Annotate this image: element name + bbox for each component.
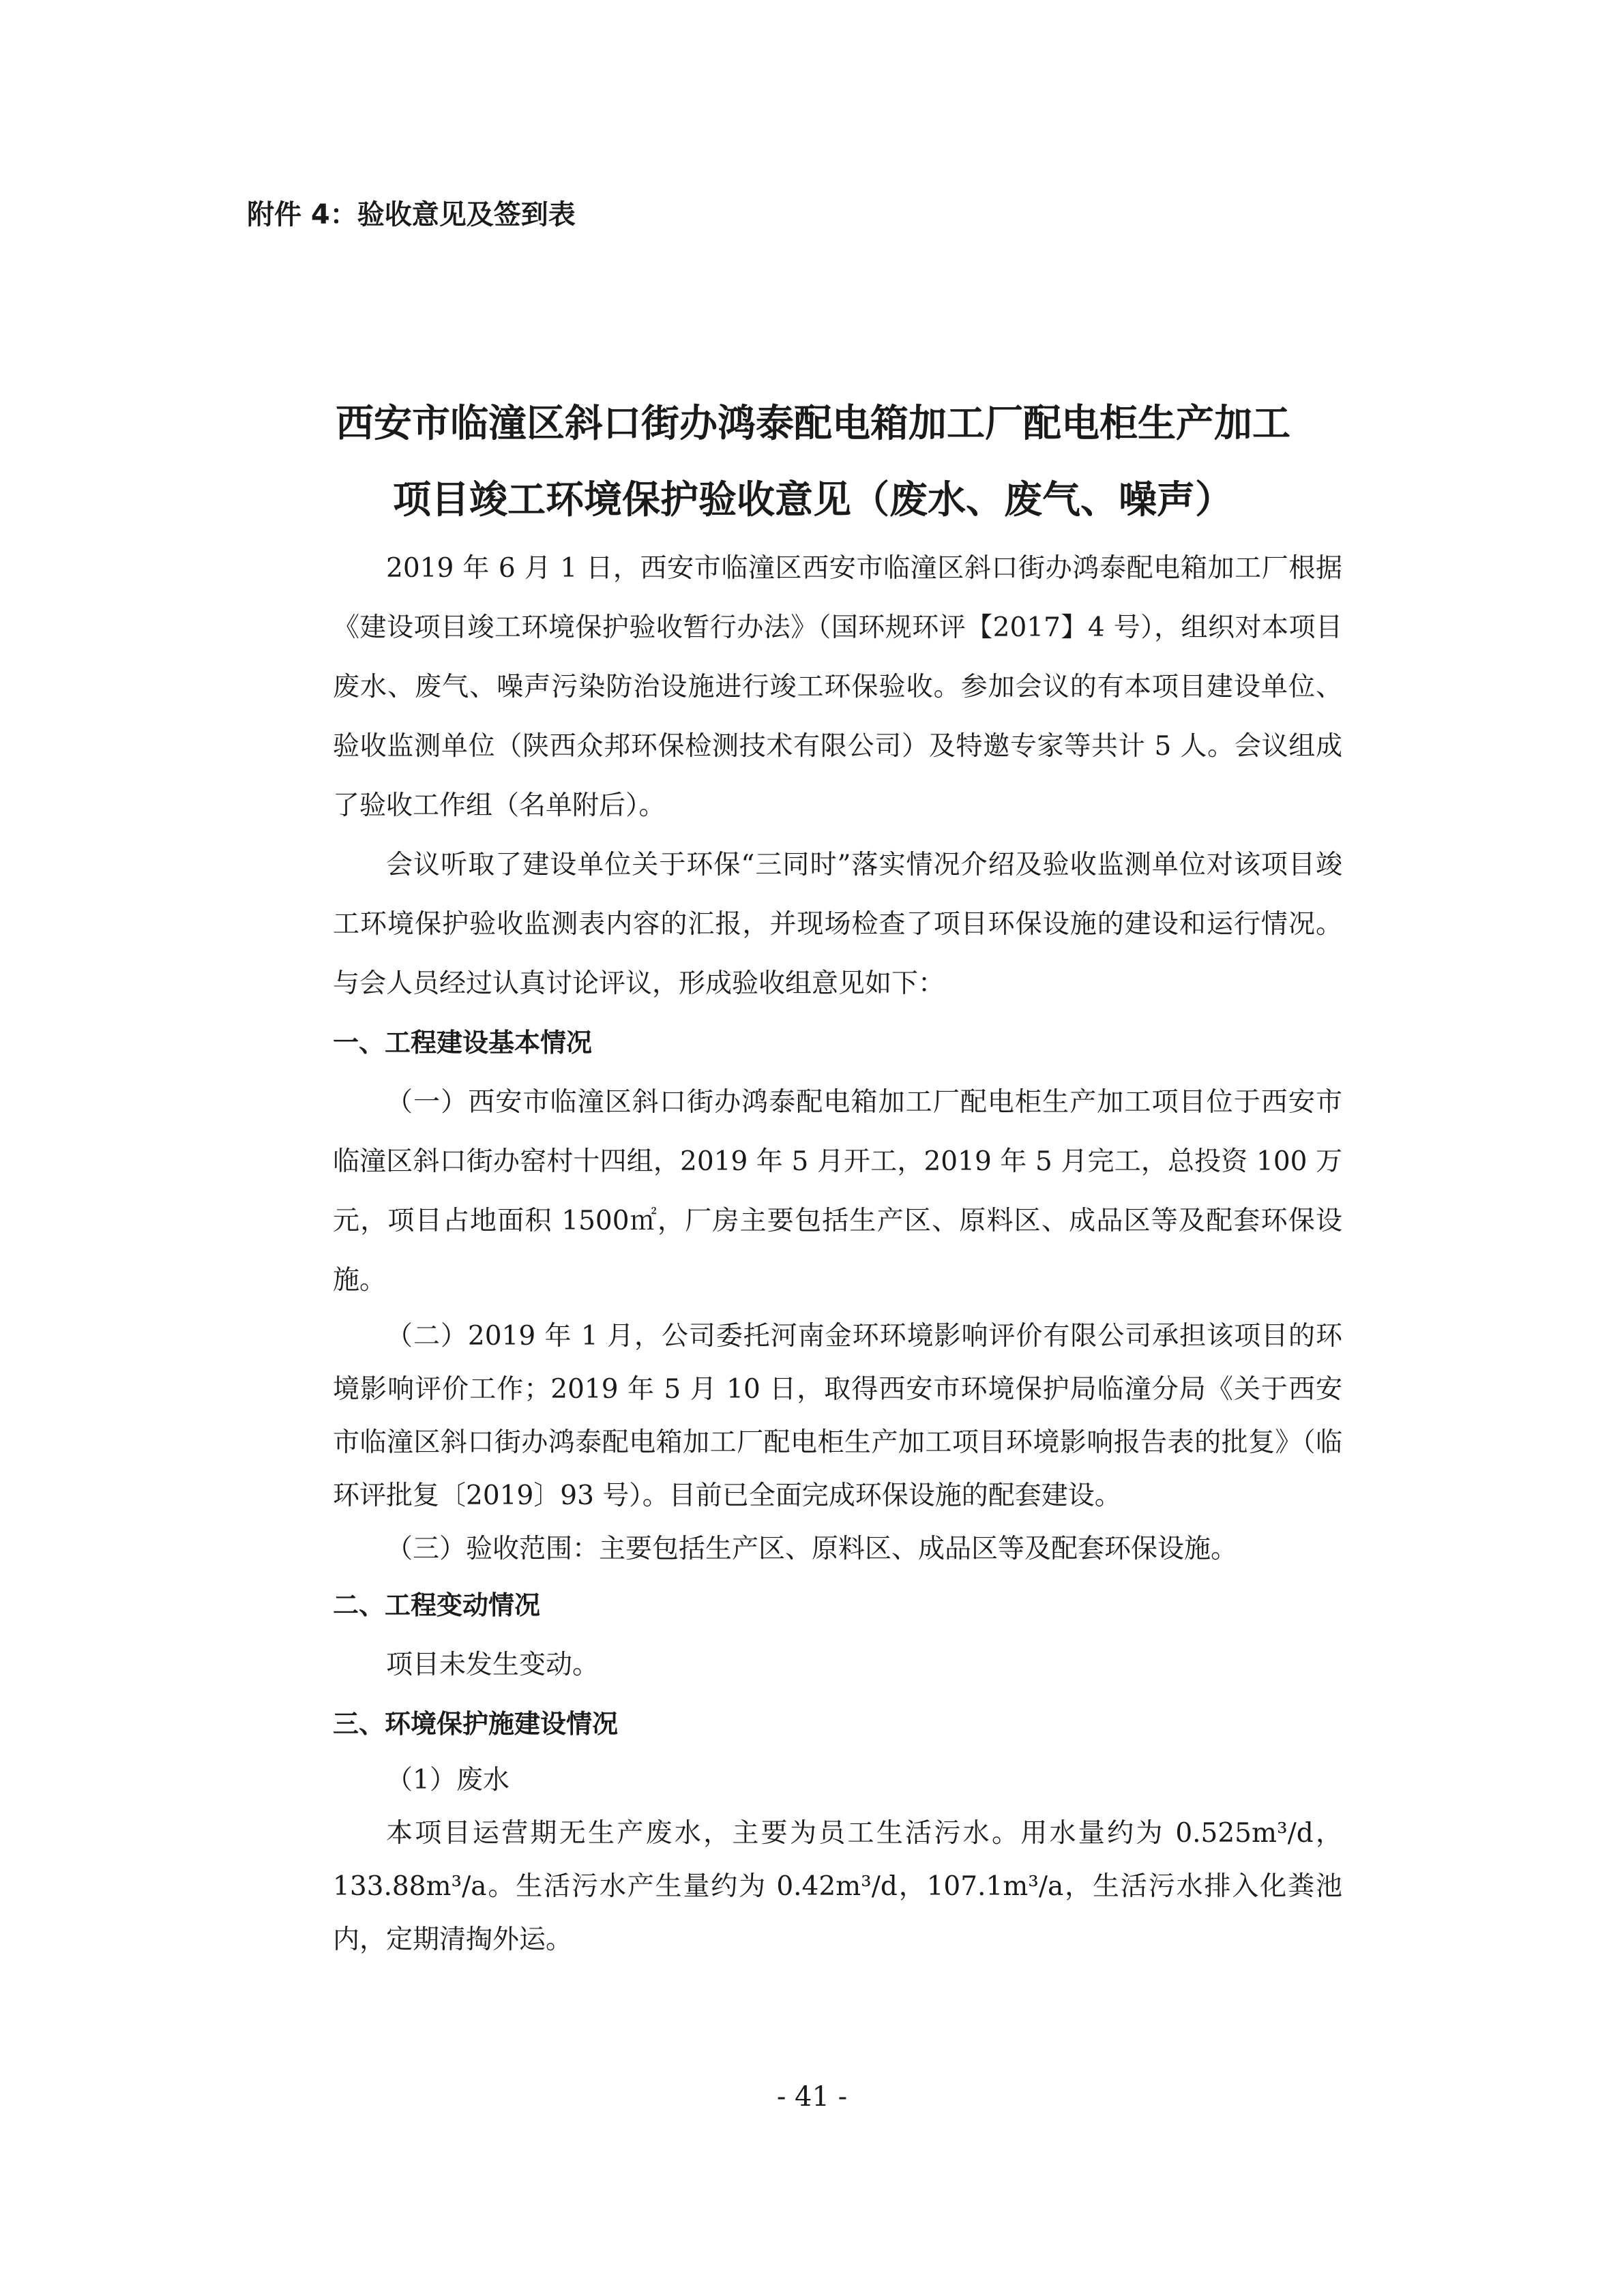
page-number: - 41 - xyxy=(776,2081,848,2113)
section2-heading: 二、工程变动情况 xyxy=(333,1590,541,1620)
section1-item2: （二）2019 年 1 月，公司委托河南金环环境影响评价有限公司承担该项目的环境影响评价工作；2019 年 5 月 10 日，取得西安市环境保护局临潼分局《关于西安市临潼区斜口街办鸿泰配电箱加工厂配电柜生产加工项目环境影响报告表的批复》（临环评批复〔2019〕93 号）。目前已全面完成环保设施的配套建设。 xyxy=(333,1321,1342,1511)
section1-item3: （三）验收范围：主要包括生产区、原料区、成品区等及配套环保设施。 xyxy=(386,1534,1238,1564)
document-title-line1: 西安市临潼区斜口街办鸿泰配电箱加工厂配电柜生产加工 xyxy=(336,402,1290,446)
intro-paragraph: 2019 年 6 月 1 日，西安市临潼区西安市临潼区斜口街办鸿泰配电箱加工厂根据《建设项目竣工环境保护验收暂行办法》（国环规环评【2017】4 号），组织对本项目废水、废气、噪声污染防治设施进行竣工环保验收。参加会议的有本项目建设单位、验收监测单位（陕西众邦环保检测技术有限公司）及特邀专家等共计 5 人。会议组成了验收工作组（名单附后）。 xyxy=(333,553,1342,821)
attachment-label: 附件 4：验收意见及签到表 xyxy=(247,199,576,230)
meeting-paragraph: 会议听取了建设单位关于环保“三同时”落实情况介绍及验收监测单位对该项目竣工环境保护验收监测表内容的汇报，并现场检查了项目环保设施的建设和运行情况。与会人员经过认真讨论评议，形成验收组意见如下： xyxy=(333,850,1342,999)
document-title-line2: 项目竣工环境保护验收意见（废水、废气、噪声） xyxy=(393,478,1233,522)
section3-heading: 三、环境保护施建设情况 xyxy=(333,1709,619,1739)
section3-text: 本项目运营期无生产废水，主要为员工生活污水。用水量约为 0.525m³/d，133.88m³/a。生活污水产生量约为 0.42m³/d，107.1m³/a，生活污水排入化粪池内，定期清掏外运。 xyxy=(333,1818,1342,1955)
section2-text: 项目未发生变动。 xyxy=(386,1650,600,1680)
document-body xyxy=(333,539,1342,1967)
section1-heading: 一、工程建设基本情况 xyxy=(333,1028,593,1058)
section1-item1: （一）西安市临潼区斜口街办鸿泰配电箱加工厂配电柜生产加工项目位于西安市临潼区斜口街办窑村十四组，2019 年 5 月开工，2019 年 5 月完工，总投资 100 万元，项目占地面积 1500㎡，厂房主要包括生产区、原料区、成品区等及配套环保设施。 xyxy=(333,1087,1342,1296)
section3-subheading: （1）废水 xyxy=(386,1765,510,1795)
